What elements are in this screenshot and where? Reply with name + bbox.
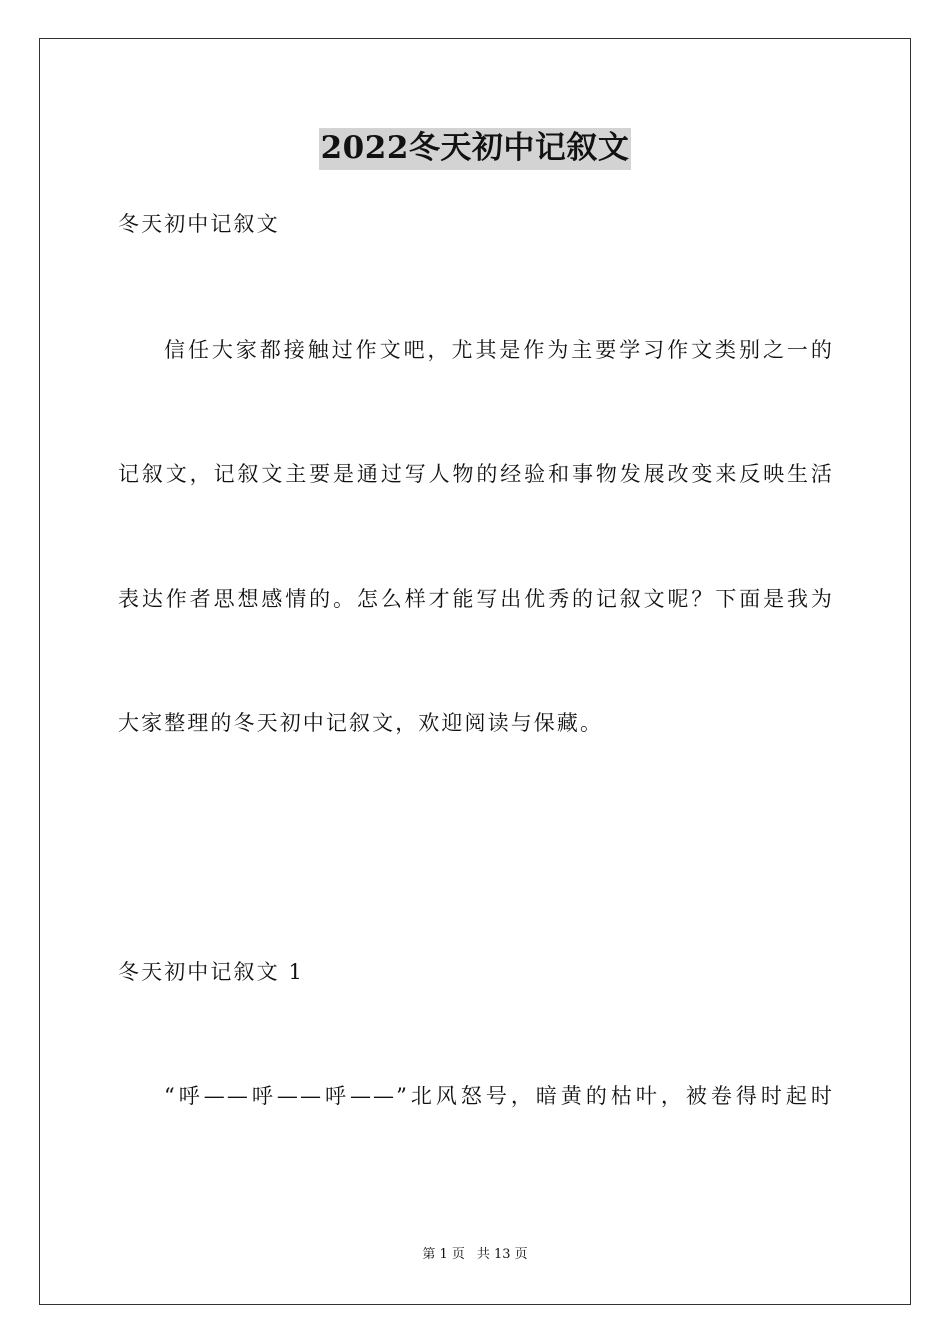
page-footer xyxy=(0,1246,950,1264)
intro-line-3: 表达作者思想感情的。怎么样才能写出优秀的记叙文呢？下面是我为 xyxy=(118,587,834,611)
title-container xyxy=(0,128,950,170)
intro-line-1: 信任大家都接触过作文吧，尤其是作为主要学习作文类别之一的 xyxy=(164,338,834,362)
section-heading: 冬天初中记叙文 1 xyxy=(118,960,304,984)
document-title: 2022冬天初中记叙文 xyxy=(319,128,632,170)
intro-line-2: 记叙文，记叙文主要是通过写人物的经验和事物发展改变来反映生活 xyxy=(118,462,834,486)
intro-line-4: 大家整理的冬天初中记叙文，欢迎阅读与保藏。 xyxy=(118,711,604,735)
page-number: 第 1 页 xyxy=(422,1247,465,1262)
section-line-1: “呼——呼——呼——”北风怒号，暗黄的枯叶，被卷得时起时 xyxy=(164,1084,834,1108)
page-total: 共 13 页 xyxy=(476,1247,528,1262)
document-subtitle: 冬天初中记叙文 xyxy=(118,212,280,236)
